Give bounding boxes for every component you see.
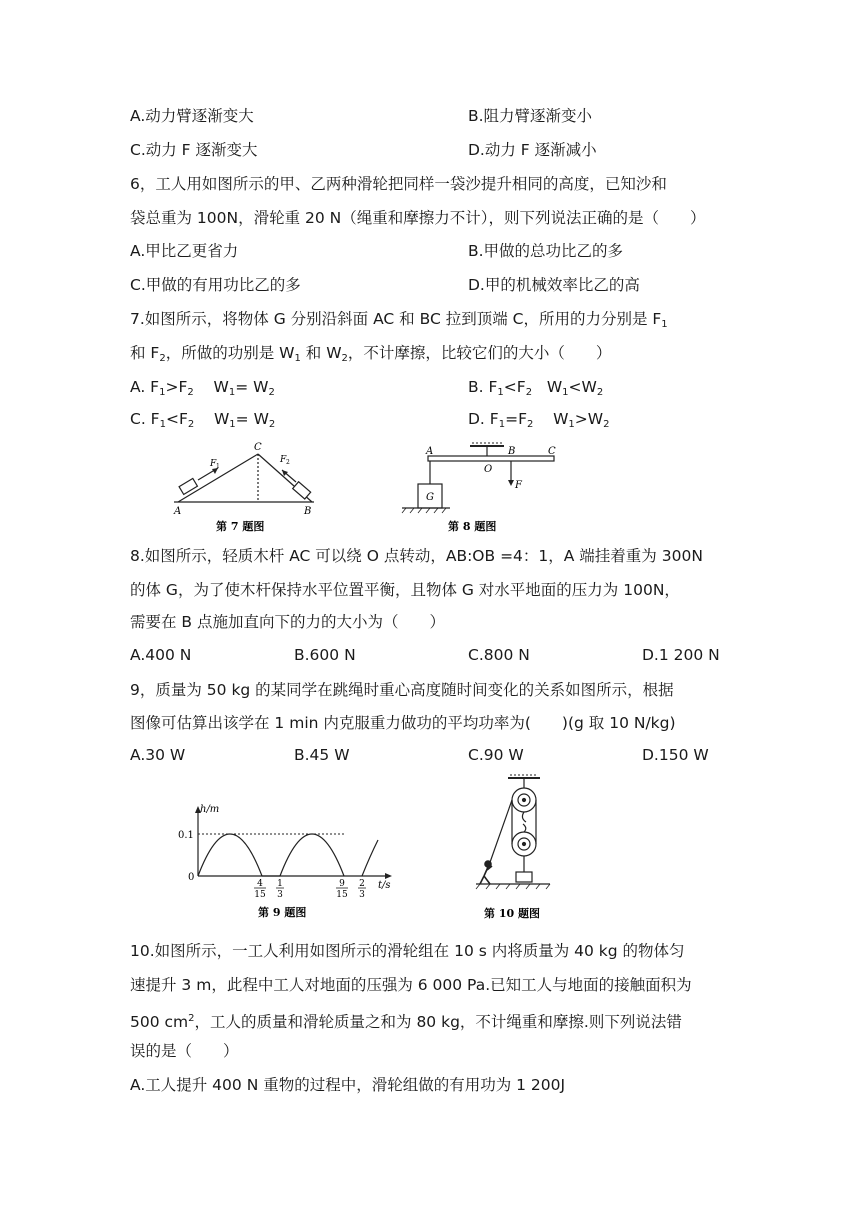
q6-option-d: D.甲的机械效率比乙的高 <box>468 276 640 294</box>
q5-option-d: D.动力 F 逐渐减小 <box>468 141 597 159</box>
figure-7-inclined-planes <box>168 440 328 535</box>
y-axis-label: h/m <box>200 804 220 815</box>
x-axis-label: t/s <box>378 880 391 891</box>
q5-option-b: B.阻力臂逐渐变小 <box>468 107 593 125</box>
x-tick-1-3-den: 3 <box>277 890 283 900</box>
label-b: B <box>508 446 516 457</box>
worker-figure <box>480 861 492 884</box>
label-f2-sub: 2 <box>286 459 290 466</box>
jump-curve-1 <box>198 834 262 876</box>
figure-10-pulley-system <box>470 772 560 922</box>
q6-option-c: C.甲做的有用功比乙的多 <box>130 276 301 294</box>
figure-9-caption: 第 9 题图 <box>258 906 307 919</box>
figure-10-caption: 第 10 题图 <box>484 907 540 920</box>
worker-rope <box>488 800 512 868</box>
label-f: F <box>515 480 522 491</box>
q8-stem-line-3: 需要在 B 点施加直向下的力的大小为（ ） <box>130 613 445 631</box>
label-a: A <box>426 446 434 457</box>
label-f1: F <box>210 459 217 469</box>
x-tick-4-15-num: 4 <box>257 879 263 889</box>
q7-stem-line-2: 和 $F_2$，所做的功别是 $W_1$ 和 $W_2$，不计摩擦，比较它们的大小（ ） <box>130 344 612 364</box>
x-tick-2-3-num: 2 <box>359 879 365 889</box>
label-o: O <box>484 464 493 475</box>
figure-7-caption: 第 7 题图 <box>216 520 265 533</box>
x-tick-2-3-den: 3 <box>359 890 365 900</box>
q5-option-a: A.动力臂逐渐变大 <box>130 107 254 125</box>
label-f1-sub: 1 <box>216 463 220 470</box>
q8-stem-line-1: 8.如图所示，轻质木杆 AC 可以绕 O 点转动，AB:OB =4：1，A 端挂着重为 300N <box>130 547 703 565</box>
q6-option-b: B.甲做的总功比乙的多 <box>468 242 624 260</box>
x-tick-4-15-den: 15 <box>254 890 266 900</box>
q10-stem-line-3: 500 $cm^2$，工人的质量和滑轮质量之和为 80 kg，不计绳重和摩擦.则下列说法错 <box>130 1013 682 1032</box>
lever-rod <box>428 456 554 461</box>
q9-stem-line-2: 图像可估算出该学在 1 min 内克服重力做功的平均功率为( )(g 取 10 N/kg) <box>130 714 676 732</box>
origin-label: 0 <box>188 872 195 883</box>
q9-option-b: B.45 W <box>294 746 350 764</box>
jump-curve-2 <box>280 834 344 876</box>
q6-option-a: A.甲比乙更省力 <box>130 242 239 260</box>
x-tick-9-15-den: 15 <box>336 890 348 900</box>
q7-option-a: A. $F_1>F_2$ $W_1= W_2$ <box>130 378 275 398</box>
q8-option-b: B.600 N <box>294 646 356 664</box>
q8-option-c: C.800 N <box>468 646 530 664</box>
q10-option-a: A.工人提升 400 N 重物的过程中，滑轮组做的有用功为 1 200J <box>130 1076 566 1094</box>
slope-ac <box>178 454 258 502</box>
label-c: C <box>548 446 556 457</box>
q8-option-d: D.1 200 N <box>642 646 720 664</box>
q6-stem-line-1: 6，工人用如图所示的甲、乙两种滑轮把同样一袋沙提升相同的高度，已知沙和 <box>130 175 667 193</box>
q7-option-b: B. $F_1<F_2$ $W_1<W_2$ <box>468 378 604 398</box>
q7-option-c: C. $F_1<F_2$ $W_1= W_2$ <box>130 410 276 430</box>
x-tick-1-3-num: 1 <box>277 879 283 889</box>
q8-stem-line-2: 的体 G，为了使木杆保持水平位置平衡，且物体 G 对水平地面的压力为 100N， <box>130 581 680 599</box>
q7-stem-line-1: 7.如图所示，将物体 G 分别沿斜面 AC 和 BC 拉到顶端 C，所用的力分别是 $F_1$ <box>130 310 668 330</box>
load-block <box>516 872 532 882</box>
block-on-bc <box>293 482 311 499</box>
q10-stem-line-1: 10.如图所示，一工人利用如图所示的滑轮组在 10 s 内将质量为 40 kg 的物体匀 <box>130 942 685 960</box>
label-f2: F <box>280 455 287 465</box>
label-c: C <box>254 442 262 453</box>
q9-option-d: D.150 W <box>642 746 709 764</box>
figure-8-caption: 第 8 题图 <box>448 520 497 533</box>
q9-option-a: A.30 W <box>130 746 186 764</box>
q9-option-c: C.90 W <box>468 746 524 764</box>
jump-curve-3 <box>362 840 378 876</box>
figure-9-height-time-graph <box>170 798 400 922</box>
q10-stem-line-4: 误的是（ ） <box>130 1042 239 1060</box>
figure-8-lever <box>398 440 563 535</box>
q9-stem-line-1: 9，质量为 50 kg 的某同学在跳绳时重心高度随时间变化的关系如图所示，根据 <box>130 681 674 699</box>
label-b: B <box>304 506 312 517</box>
label-g: G <box>426 492 434 503</box>
y-tick-label: 0.1 <box>178 830 194 841</box>
q5-option-c: C.动力 F 逐渐变大 <box>130 141 258 159</box>
q7-option-d: D. $F_1=F_2$ $W_1>W_2$ <box>468 410 610 430</box>
q6-stem-line-2: 袋总重为 100N，滑轮重 20 N（绳重和摩擦力不计），则下列说法正确的是（ ） <box>130 209 706 227</box>
x-tick-9-15-num: 9 <box>339 879 345 889</box>
q10-stem-line-2: 速提升 3 m，此程中工人对地面的压强为 6 000 Pa.已知工人与地面的接触面积为 <box>130 976 692 994</box>
q8-option-a: A.400 N <box>130 646 192 664</box>
label-a: A <box>174 506 182 517</box>
